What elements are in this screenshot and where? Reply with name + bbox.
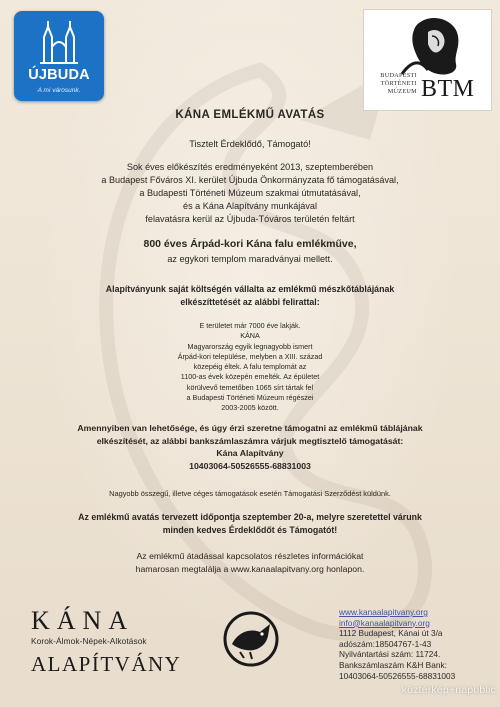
ujbuda-slogan: A mi városunk.: [37, 87, 81, 94]
kana-emblem-icon: [222, 610, 280, 668]
kana-logo-name: KÁNA: [31, 606, 135, 635]
address: 1112 Budapest, Kánai út 3/a: [339, 628, 443, 639]
ujbuda-brand-text: ÚJBUDA: [28, 67, 90, 83]
greeting: Tisztelt Érdeklődő, Támogató!: [189, 139, 311, 149]
monument-highlight-sub: az egykori templom maradványai mellett.: [167, 254, 333, 264]
email-link[interactable]: info@kanaalapitvany.org: [339, 617, 430, 628]
foundation-paragraph: Alapítványunk saját költségén vállalta az emlékmű mészkőtáblájának elkészíttetését az alábbi felirattal:: [105, 284, 395, 307]
contact-block: [339, 607, 499, 681]
support-paragraph: Amennyiben van lehetősége, és úgy érzi szeretne támogatni az emlékmű táblájának elkészítését, az alábbi bankszámlaszámra várjuk megtisztelő támogatását: Kána Alapítvány 10403064-50526555-68831003: [0, 422, 500, 472]
ujbuda-logo[interactable]: [14, 11, 104, 101]
bank-account-number: 10403064-50526555-68831003: [189, 460, 311, 471]
event-paragraph: Az emlékmű avatás tervezett időpontja szeptember 20-a, melyre szeretettel várunk minden kedves Érdeklődőt és Támogatót!: [78, 512, 422, 535]
btm-logo[interactable]: [363, 9, 492, 111]
footer-bank-number: 10403064-50526555-68831003: [339, 670, 456, 681]
registry-number: Nyilvántartási szám: 11724.: [339, 649, 441, 660]
bank-label: Bankszámlaszám K&H Bank:: [339, 659, 447, 670]
intro-paragraph: Sok éves előkészítés eredményeként 2013, szeptemberében a Budapest Főváros XI. kerület Újbuda Önkormányzata fő támogatásával, a Budapesti Történeti Múzeum szakmai útmutatásával, és a Kána Alapítvány munkájával felavatásra kerül az Újbuda-Tóváros területén feltárt: [101, 162, 399, 224]
image-credit-watermark: köztérkép+napublic: [401, 684, 496, 696]
website-link[interactable]: www.kanaalapitvany.org: [339, 607, 428, 617]
btm-abbreviation: BTM: [421, 76, 475, 102]
info-paragraph: Az emlékmű átadással kapcsolatos részletes információkat hamarosan megtalálja a www.kanaalapitvany.org honlapon.: [135, 551, 365, 574]
church-towers-icon: [38, 17, 80, 65]
kana-foundation-label: ALAPÍTVÁNY: [31, 652, 182, 676]
contract-note: Nagyobb összegű, illetve céges támogatások esetén Támogatási Szerződést küldünk.: [109, 489, 391, 498]
page-title: KÁNA EMLÉKMŰ AVATÁS: [175, 109, 325, 121]
btm-museum-name: BUDAPESTI TÖRTÉNETI MÚZEUM: [380, 72, 417, 95]
monument-highlight: 800 éves Árpád-kori Kána falu emlékműve,: [143, 238, 357, 250]
tax-number: adószám:18504767-1-43: [339, 638, 432, 649]
statue-head-icon: [398, 14, 470, 78]
kana-motto: Korok-Álmok-Népek-Alkotások: [31, 636, 147, 646]
inscription-text: E területet már 7000 éve lakják. KÁNA Magyarország egyik legnagyobb ismert Árpád-kori települése, melyben a XIII. század közepéig éltek. A falu templomát az 1100-as évek közepén emelték. Az épületet körülvevő temetőben 1065 sírt tártak fel a Budapesti Történeti Múzeum régészei 2003-2005 között.: [177, 321, 323, 413]
